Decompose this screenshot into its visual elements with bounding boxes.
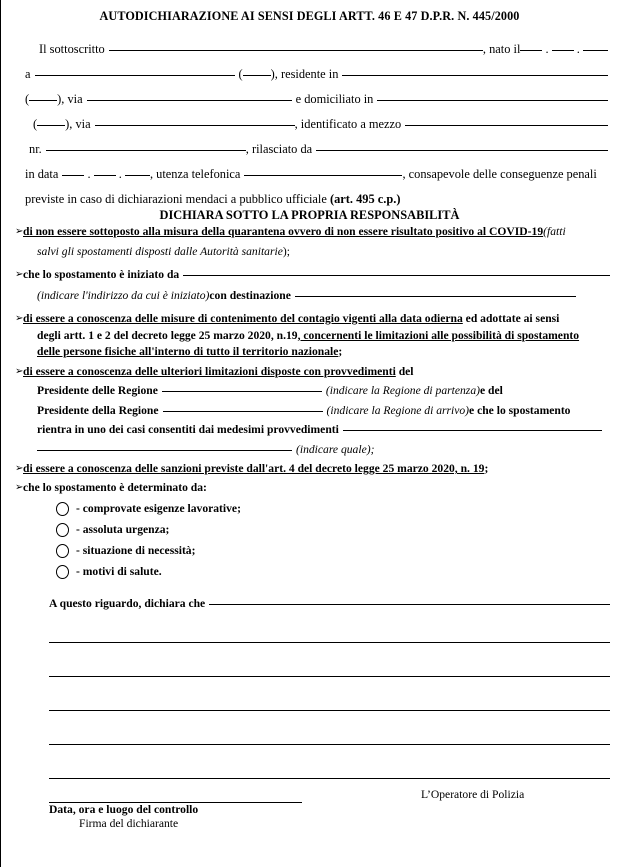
clause-sanctions-tail: ;: [484, 462, 489, 475]
clause-departure-hint: (indicare l'indirizzo da cui è iniziato): [37, 288, 210, 302]
penalty-text: previste in caso di dichiarazioni mendaci a pubblico ufficiale: [25, 192, 330, 206]
paren-open-1: (: [238, 67, 243, 81]
clause-departure-label: che lo spostamento è iniziato da: [23, 268, 180, 281]
option-necessity-label: - situazione di necessità;: [76, 544, 196, 557]
identity-row-domicile: [25, 117, 608, 131]
declarant-signature-label: Firma del dichiarante: [79, 817, 179, 830]
input-permitted-case-2[interactable]: [37, 450, 292, 451]
bullet-icon: ➢: [15, 463, 24, 474]
input-domicile-city[interactable]: [377, 100, 608, 101]
control-datetime-label: Data, ora e luogo del controllo: [49, 803, 199, 816]
input-residence-city[interactable]: [342, 75, 608, 76]
clause-region-departure-row: [37, 383, 610, 400]
clause-quarantine-tail: );: [282, 244, 290, 258]
clause-sanctions: [1, 461, 610, 478]
penalty-article: (art. 495 c.p.): [329, 192, 401, 206]
label-permitted-case: rientra in uno dei casi consentiti dai medesimi provvedimenti: [37, 423, 339, 436]
clause-containment-part2: ed adottate ai sensi: [462, 312, 560, 325]
label-president-departure: Presidente delle Regione: [37, 384, 158, 397]
option-urgency-label: - assoluta urgenza;: [76, 523, 170, 536]
input-date-month[interactable]: [94, 175, 116, 176]
label-domiciled: e domiciliato in: [295, 92, 374, 106]
clause-quarantine-main: di non essere sottoposto alla misura della quarantena ovvero di non essere risultato positivo al COVID-19: [23, 225, 544, 238]
identity-row-name: [25, 42, 608, 56]
input-id-document-type[interactable]: [405, 125, 608, 126]
bullet-icon: ➢: [15, 269, 24, 280]
statement-label: A questo riguardo, dichiara che: [49, 597, 206, 610]
clause-permitted-case-row2: [37, 442, 610, 459]
clause-destination-label: con destinazione: [209, 288, 291, 302]
input-region-arrival[interactable]: [163, 411, 323, 412]
label-president-arrival: Presidente della Regione: [37, 403, 159, 417]
option-urgency[interactable]: [56, 522, 610, 538]
input-residence-street[interactable]: [87, 100, 292, 101]
clause-containment-part1: di essere a conoscenza delle misure di contenimento del contagio vigenti alla data odierna: [23, 312, 463, 325]
clause-containment-part5: delle persone fisiche all'interno di tutto il territorio nazionale: [37, 345, 339, 358]
clause-containment-part3: degli artt. 1 e 2 del decreto legge 25 marzo 2020, n.19,: [37, 328, 301, 342]
dot-1: .: [542, 42, 552, 56]
input-date-day[interactable]: [62, 175, 84, 176]
input-birth-month[interactable]: [552, 50, 574, 51]
label-undersigned: Il sottoscritto: [39, 42, 105, 56]
radio-icon[interactable]: [56, 502, 69, 516]
statement-block: [49, 597, 610, 610]
clause-sanctions-main: di essere a conoscenza delle sanzioni previste dall'art. 4 del decreto legge 25 marzo 2020, n. 19: [23, 462, 485, 475]
input-destination-address[interactable]: [295, 296, 576, 297]
label-aware: , consapevole delle conseguenze penali: [402, 167, 597, 181]
label-birthplace: a: [25, 67, 31, 81]
identity-row-residence: [25, 92, 608, 106]
bullet-icon: ➢: [15, 481, 24, 493]
label-identified-by: , identificato a mezzo: [294, 117, 402, 131]
input-domicile-street[interactable]: [95, 125, 295, 126]
identity-row-birthplace: [25, 67, 608, 81]
clause-region-departure-tail: e del: [479, 384, 503, 397]
clause-containment-tail: ;: [338, 345, 343, 358]
option-health-label: - motivi di salute.: [76, 565, 162, 578]
clause-containment-part4: concernenti le limitazioni alle possibilità di spostamento: [300, 328, 580, 342]
label-resident: ), residente in: [270, 67, 339, 81]
clause-region-arrival-tail: e che lo spostamento: [469, 403, 571, 417]
input-phone-number[interactable]: [244, 175, 402, 176]
label-born-on: nato il: [489, 42, 521, 56]
clause-region-arrival-row: [37, 403, 610, 420]
identity-row-control-date: [25, 167, 608, 181]
clause-quarantine-note-b: salvi gli spostamenti disposti dalle Autorità sanitarie: [37, 244, 283, 258]
clause-reason-label: che lo spostamento è determinato da:: [23, 480, 207, 494]
option-health[interactable]: [56, 564, 610, 580]
dot-2: .: [573, 42, 583, 56]
dot-4: .: [115, 167, 125, 181]
footer-block: [1, 788, 618, 831]
label-residence-street: ), via: [57, 92, 83, 106]
clause-regional-main: di essere a conoscenza delle ulteriori limitazioni disposte con provvedimenti: [23, 364, 396, 378]
clause-permitted-case-row: [37, 422, 610, 439]
clause-containment-line3: [37, 344, 610, 361]
clause-containment-line2: [37, 328, 610, 345]
hint-region-arrival: (indicare la Regione di arrivo): [326, 403, 470, 417]
option-necessity[interactable]: [56, 543, 610, 559]
input-statement-line-4[interactable]: [49, 710, 610, 711]
label-document-number: nr.: [29, 142, 42, 156]
paren-open-3: (: [33, 117, 38, 131]
paren-open-2: (: [25, 92, 30, 106]
input-statement-line-3[interactable]: [49, 676, 610, 677]
input-date-year[interactable]: [125, 175, 150, 176]
clause-reason: [1, 480, 610, 497]
label-phone: , utenza telefonica: [149, 167, 241, 181]
input-region-departure[interactable]: [162, 391, 322, 392]
input-domicile-province[interactable]: [37, 125, 65, 126]
clause-quarantine-note-a: (fatti: [543, 225, 566, 238]
clause-quarantine-note-line: [37, 244, 610, 261]
input-statement-line-1[interactable]: [209, 604, 610, 605]
input-statement-line-6[interactable]: [49, 778, 610, 779]
label-issued-by: , rilasciato da: [245, 142, 313, 156]
input-full-name[interactable]: [109, 50, 483, 51]
radio-icon[interactable]: [56, 544, 69, 558]
label-domicile-street: ), via: [65, 117, 91, 131]
comma-separator: ,: [482, 42, 490, 56]
radio-icon[interactable]: [56, 523, 69, 537]
police-officer-label: L’Operatore di Polizia: [421, 788, 525, 801]
input-residence-province[interactable]: [29, 100, 57, 101]
input-permitted-case[interactable]: [343, 430, 602, 431]
clause-regional-tail: del: [395, 364, 414, 378]
declaration-heading: DICHIARA SOTTO LA PROPRIA RESPONSABILITÀ: [159, 208, 460, 222]
input-document-number[interactable]: [46, 150, 246, 151]
input-statement-line-2[interactable]: [49, 642, 610, 643]
identity-row-document: [25, 142, 608, 156]
radio-icon[interactable]: [56, 565, 69, 579]
clause-departure: [1, 267, 610, 284]
input-birth-province[interactable]: [243, 75, 271, 76]
label-date: in data: [25, 167, 59, 181]
input-birth-city[interactable]: [35, 75, 235, 76]
option-work-label: - comprovate esigenze lavorative;: [76, 502, 241, 515]
clause-containment-measures: [1, 311, 610, 328]
hint-permitted-case: (indicare quale);: [296, 442, 375, 456]
clause-departure-subline: [37, 288, 610, 305]
input-statement-line-5[interactable]: [49, 744, 610, 745]
input-issuing-authority[interactable]: [316, 150, 608, 151]
input-departure-address[interactable]: [183, 275, 610, 276]
hint-region-departure: (indicare la Regione di partenza): [325, 384, 480, 397]
clause-regional-limits: [1, 364, 610, 381]
identity-row-penalty: [25, 192, 608, 206]
bullet-icon: ➢: [15, 313, 24, 324]
input-birth-day[interactable]: [520, 50, 542, 51]
dot-3: .: [84, 167, 94, 181]
page-title: AUTODICHIARAZIONE AI SENSI DEGLI ARTT. 46 E 47 D.P.R. N. 445/2000: [99, 9, 520, 23]
input-birth-year[interactable]: [583, 50, 608, 51]
option-work[interactable]: [56, 501, 610, 517]
bullet-icon: ➢: [15, 365, 24, 377]
clause-quarantine: [1, 224, 610, 241]
bullet-icon: ➢: [15, 226, 24, 237]
